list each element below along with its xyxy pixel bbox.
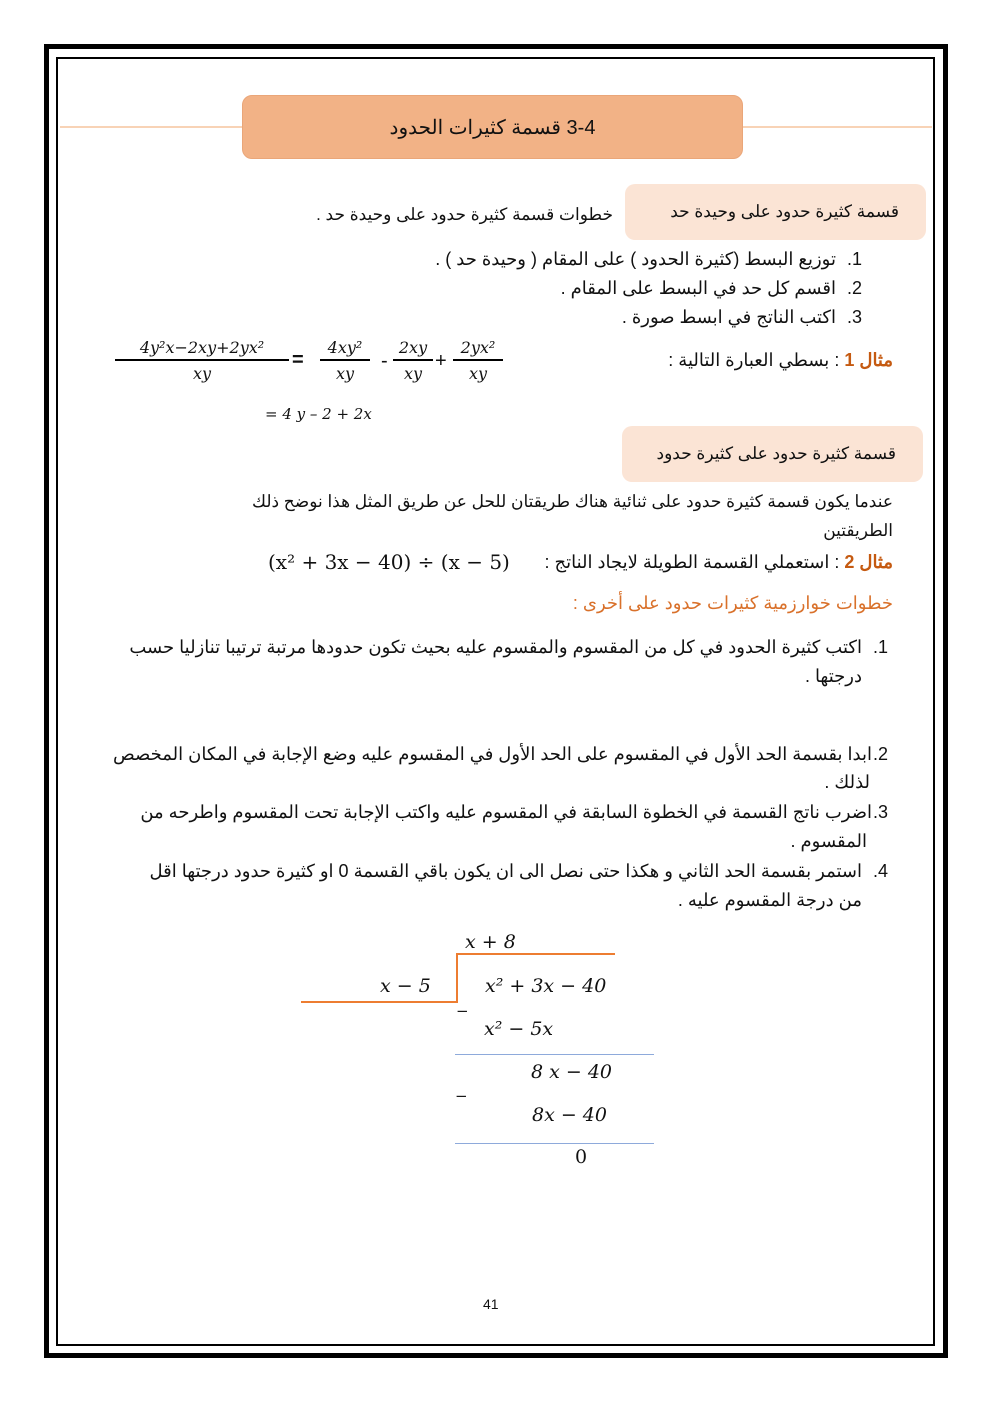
numerator: 2yx² <box>453 338 503 361</box>
division-bar <box>456 953 615 955</box>
section2-para-line1: عندما يكون قسمة كثيرة حدود على ثنائية هناك طريقتان للحل عن طريق المثل هذا نوضح ذلك <box>252 492 893 511</box>
step-number: 2. <box>846 278 862 298</box>
numerator: 2xy <box>393 338 433 361</box>
denominator: xy <box>403 364 423 383</box>
algorithm-step <box>113 744 888 765</box>
fraction-term2 <box>393 338 433 383</box>
denominator: xy <box>335 364 355 383</box>
remainder: 0 <box>575 1146 588 1168</box>
subtraction-rule <box>455 1143 654 1144</box>
section1-step <box>435 249 862 270</box>
equals-sign: = <box>292 349 304 371</box>
minus-sign: - <box>381 350 388 372</box>
algorithm-step <box>129 637 888 658</box>
step-text: اضرب ناتج القسمة في الخطوة السابقة في المقسوم عليه واكتب الإجابة تحت المقسوم واطرحه من <box>140 802 872 822</box>
page-number: 41 <box>483 1296 499 1312</box>
step-text: اكتب الناتج في ابسط صورة . <box>621 307 836 327</box>
denominator: xy <box>192 364 212 383</box>
partial-remainder: 8 x − 40 <box>531 1061 613 1083</box>
plus-sign: + <box>435 350 447 372</box>
page-title-text: 3-4 قسمة كثيرات الحدود <box>389 116 596 139</box>
quotient: x + 8 <box>465 931 516 953</box>
section1-heading <box>625 184 926 240</box>
section1-step <box>561 278 862 299</box>
page-title <box>242 95 743 159</box>
denominator: xy <box>468 364 488 383</box>
algorithm-step <box>149 861 888 882</box>
example1-prompt: : بسطي العبارة التالية : <box>668 350 840 370</box>
subtrahend-1: x² − 5x <box>484 1018 554 1040</box>
section1-heading-text: قسمة كثيرة حدود على وحيدة حد <box>670 202 899 221</box>
example1-result: = 4 y – 2 + 2x <box>265 405 372 423</box>
section2-heading <box>622 426 923 482</box>
section2-heading-text: قسمة كثيرة حدود على كثيرة حدود <box>656 444 896 463</box>
algorithm-step <box>140 802 888 823</box>
example1-label <box>668 350 893 371</box>
section1-step <box>622 307 862 328</box>
subtraction-rule <box>455 1054 654 1055</box>
fraction-term1 <box>320 338 370 383</box>
division-bracket <box>456 953 458 1003</box>
example2-label <box>544 552 893 573</box>
step-text: استمر بقسمة الحد الثاني و هكذا حتى نصل الى ان يكون باقي القسمة 0 او كثيرة حدود درجتها اقل <box>149 861 862 881</box>
step-text-continued: درجتها . <box>804 666 862 686</box>
step-text: توزيع البسط (كثيرة الحدود ) على المقام ( وحيدة حد ) . <box>435 249 836 269</box>
step-number: 4. <box>872 861 888 881</box>
step-number: 2. <box>872 744 888 764</box>
example-number: مثال 1 <box>844 350 893 370</box>
subtrahend-2: 8x − 40 <box>532 1104 607 1126</box>
step-text-continued: لذلك . <box>824 772 870 792</box>
step-number: 3. <box>872 802 888 822</box>
fraction-lhs <box>115 338 289 383</box>
fraction-term3 <box>453 338 503 383</box>
numerator: 4xy² <box>320 338 370 361</box>
example2-prompt: : استعملي القسمة الطويلة لايجاد الناتج : <box>544 552 840 572</box>
divisor: x − 5 <box>380 975 431 997</box>
step-text: اكتب كثيرة الحدود في كل من المقسوم والمقسوم عليه بحيث تكون حدودها مرتبة ترتيبا تنازليا حسب <box>129 637 862 657</box>
dividend: x² + 3x − 40 <box>485 975 607 997</box>
step-number: 1. <box>872 637 888 657</box>
step-text: ابدا بقسمة الحد الأول في المقسوم على الحد الأول في المقسوم عليه وضع الإجابة في المكان المخصص <box>113 744 872 764</box>
divisor-underline <box>301 1001 458 1003</box>
step-text-continued: المقسوم . <box>790 831 867 851</box>
numerator: 4y²x−2xy+2yx² <box>115 338 289 361</box>
example2-expression: (x² + 3x − 40) ÷ (x − 5) <box>268 550 510 574</box>
example-number: مثال 2 <box>844 552 893 572</box>
subtract-sign: − <box>455 1087 468 1105</box>
subtract-sign: − <box>456 1002 469 1020</box>
section2-para-line2: الطريقتين <box>823 521 893 540</box>
step-number: 3. <box>846 307 862 327</box>
step-number: 1. <box>846 249 862 269</box>
step-text: اقسم كل حد في البسط على المقام . <box>560 278 836 298</box>
section1-intro: خطوات قسمة كثيرة حدود على وحيدة حد . <box>316 205 613 224</box>
step-text-continued: من درجة المقسوم عليه . <box>677 890 862 910</box>
algorithm-heading: خطوات خوارزمية كثيرات حدود على أخرى : <box>572 593 893 613</box>
